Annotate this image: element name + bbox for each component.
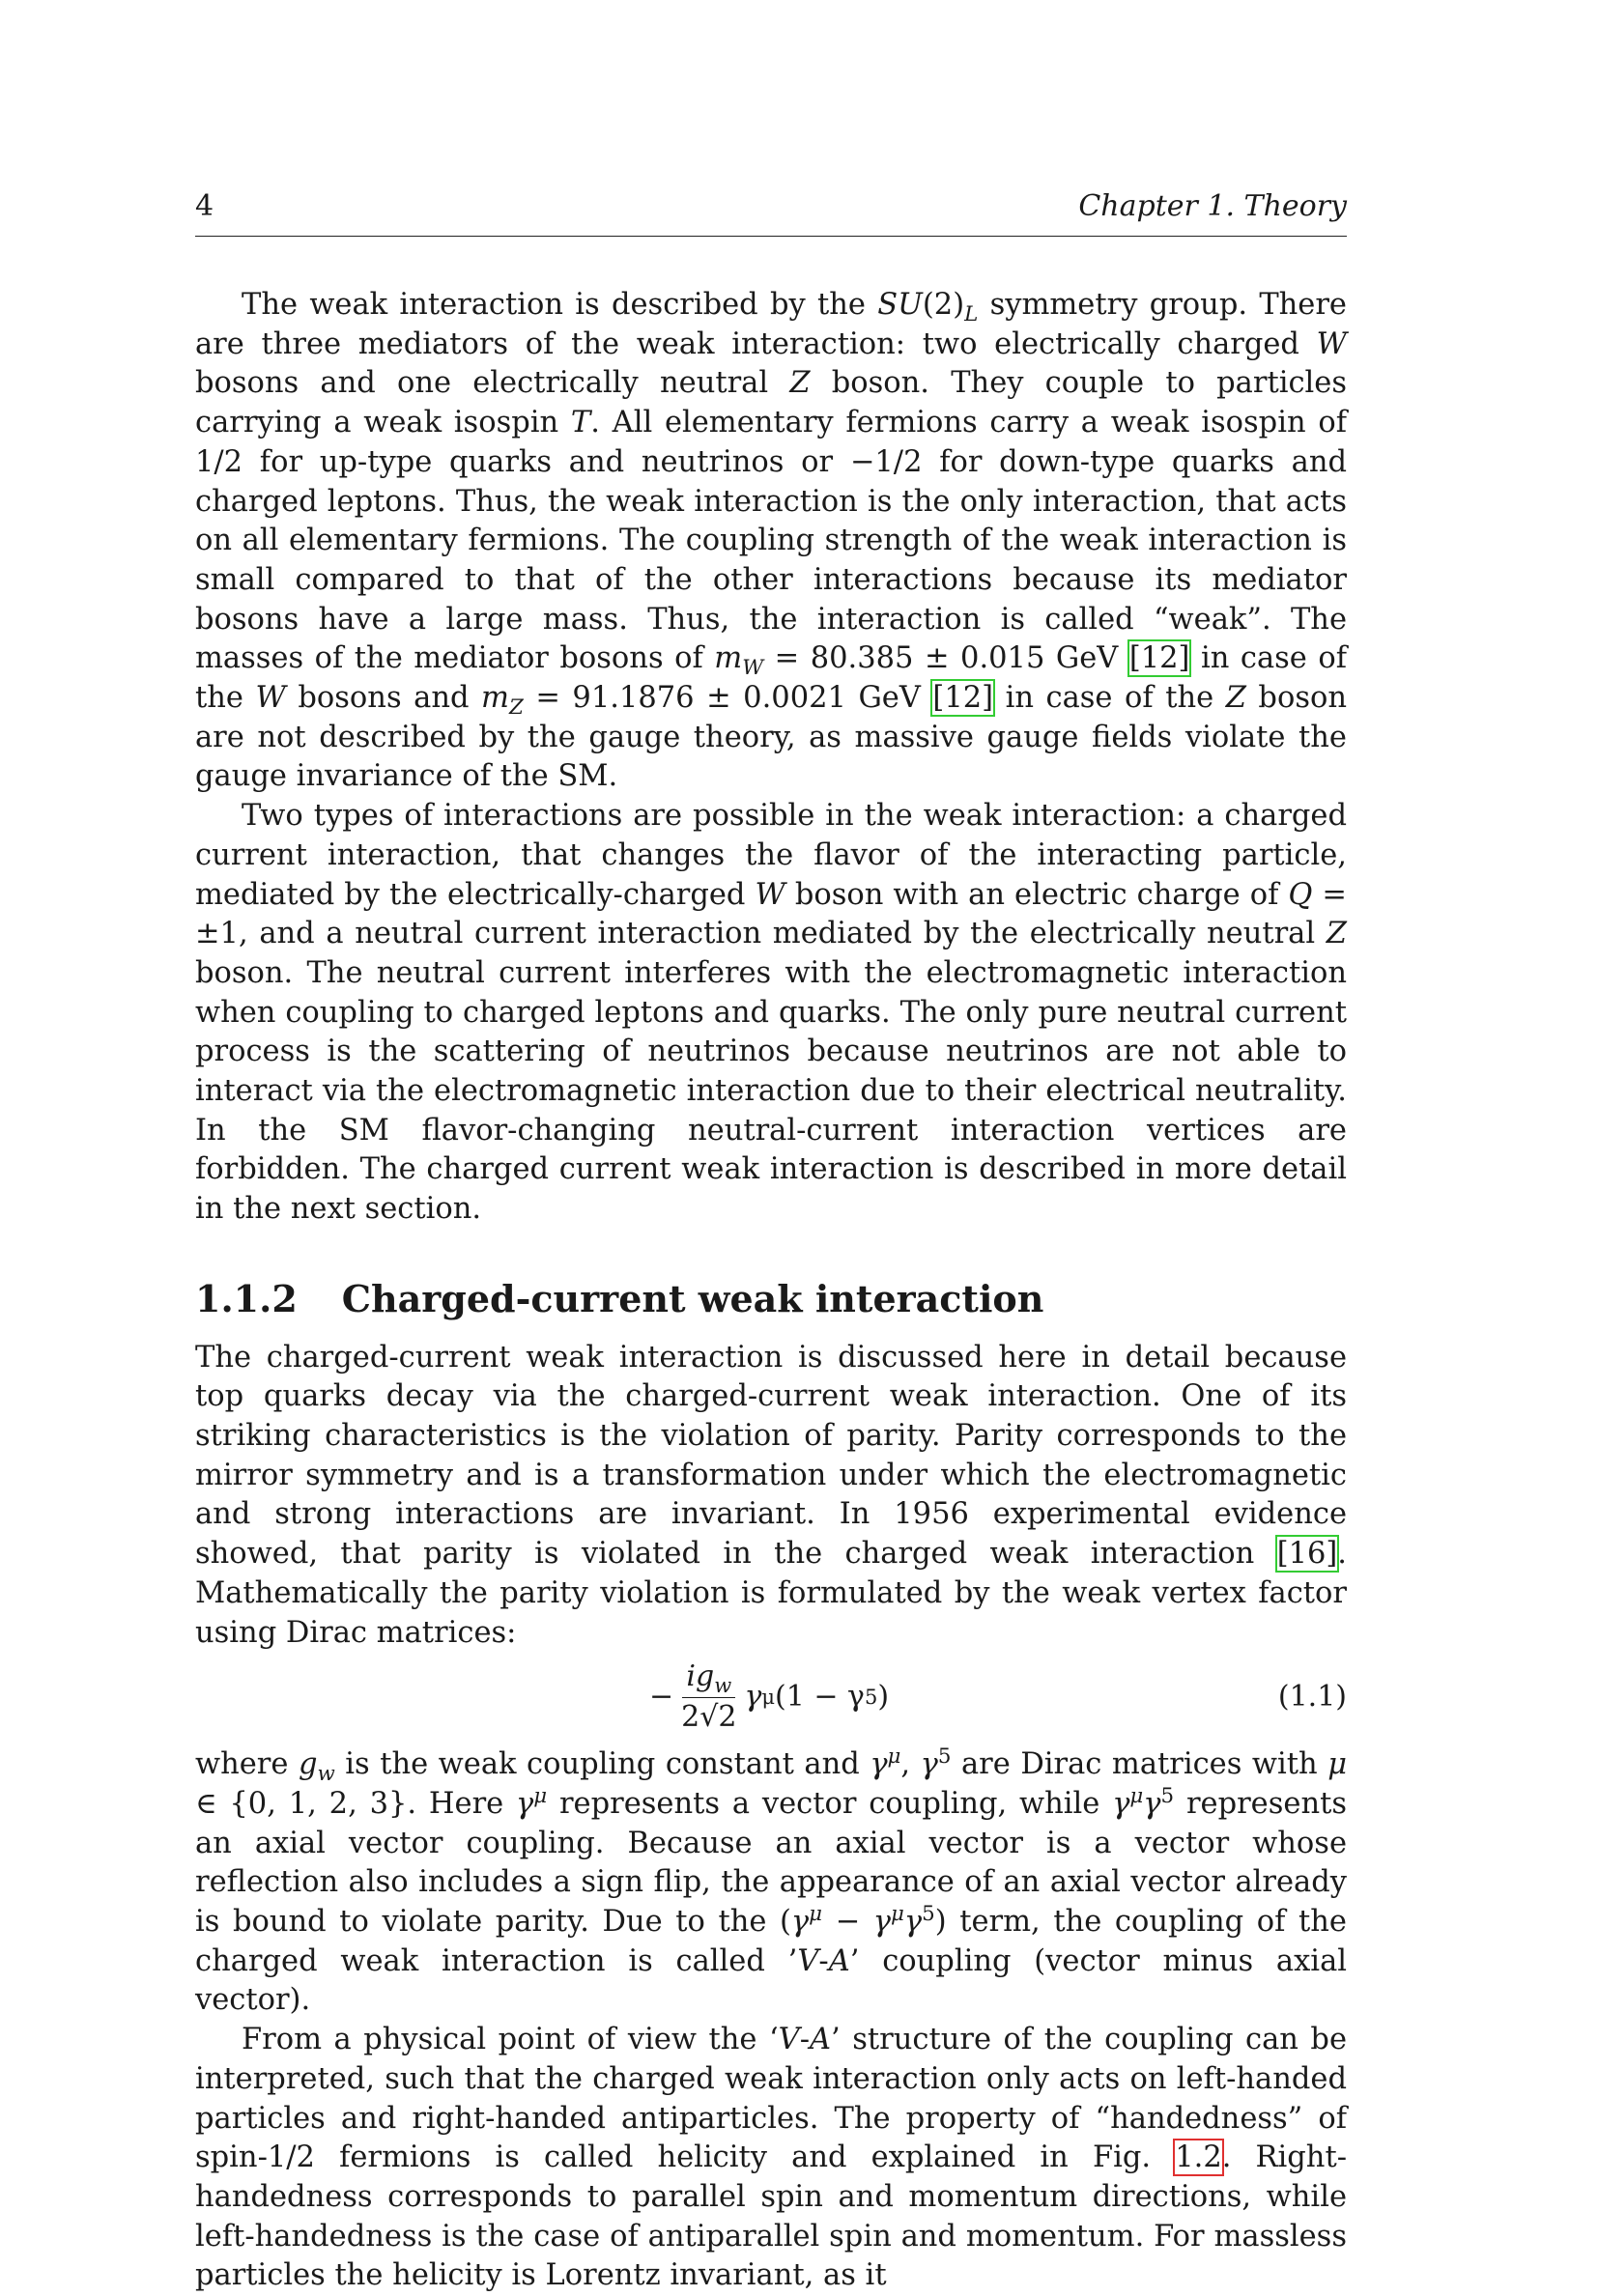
citation-link[interactable]: [12]: [932, 681, 994, 716]
equation-body: − $\frac{ig_w}{2√2}$ γ μ (1 − γ 5 ): [649, 1657, 889, 1738]
equation-1-1: [195, 1657, 1347, 1738]
section-heading: [195, 1276, 1347, 1320]
page-body: [195, 286, 1347, 2296]
citation-link[interactable]: [16]: [1276, 1537, 1338, 1572]
paragraph-dirac-matrices: where $g_w$ is the weak coupling constant and $\gamma^\mu$, $\gamma^5$ are Dirac matrices with μ ∈ {0, 1, 2, 3}. Here $\gamma^\mu$ represents a vector coupling, while $\gamma^\mu\gamma^5$ represents an axial vector coupling. Because an axial vector is a vector whose reflection also includes a sign flip, the appearance of an axial vector already is bound to violate parity. Due to the $(\gamma^\mu - \gamma^\mu\gamma^5)$ term, the coupling of the charged weak interaction is called ’V-A’ coupling (vector minus axial vector).: [195, 1744, 1348, 2018]
paragraph-helicity: From a physical point of view the ‘V-A’ structure of the coupling can be interpreted, such that the charged weak interaction only acts on left-handed particles and right-handed antiparticles. The property of “handedness” of spin-1/2 fermions is called helicity and explained in Fig. 1.2. Right-handedness corresponds to parallel spin and momentum directions, while left-handedness is the case of antiparallel spin and momentum. For massless particles the helicity is Lorentz invariant, as it: [195, 2023, 1348, 2293]
chapter-title: Chapter 1. Theory: [1078, 189, 1347, 223]
citation-link[interactable]: [12]: [1128, 641, 1190, 676]
page-number: 4: [195, 189, 214, 223]
figure-reference-link[interactable]: 1.2: [1175, 2140, 1222, 2175]
paragraph-weak-interaction: The weak interaction is described by the $SU(2)_L$ symmetry group. There are three mediators of the weak interaction: two electrically charged W bosons and one electrically neutral Z boson. They couple to particles carrying a weak isospin T. All elementary fermions carry a weak isospin of 1/2 for up-type quarks and neutrinos or −1/2 for down-type quarks and charged leptons. Thus, the weak interaction is the only interaction, that acts on all elementary fermions. The coupling strength of the weak interaction is small compared to that of the other interactions because its mediator bosons have a large mass. Thus, the interaction is called “weak”. The masses of the mediator bosons of $m_W = 80.385 \pm 0.015$ GeV [12] in case of the W bosons and $m_Z = 91.1876 \pm 0.0021$ GeV [12] in case of the Z boson are not described by the gauge theory, as massive gauge fields violate the gauge invariance of the SM.: [195, 288, 1347, 794]
running-header: [195, 189, 1347, 237]
section-title: Charged-current weak interaction: [341, 1276, 1044, 1320]
section-number: 1.1.2: [195, 1276, 298, 1320]
paragraph-charged-current: The charged-current weak interaction is discussed here in detail because top quarks decay via the charged-current weak interaction. One of its striking characteristics is the violation of parity. Parity corresponds to the mirror symmetry and is a transformation under which the electromagnetic and strong interactions are invariant. In 1956 experimental evidence showed, that parity is violated in the charged weak interaction [16]. Mathematically the parity violation is formulated by the weak vertex factor using Dirac matrices:: [195, 1340, 1347, 1650]
equation-number: (1.1): [1277, 1680, 1347, 1715]
fraction: $\frac{ig_w}{2√2}$: [681, 1659, 737, 1734]
paragraph-interaction-types: Two types of interactions are possible in the weak interaction: a charged current interaction, that changes the flavor of the interacting particle, mediated by the electrically-charged W boson with an electric charge of Q = ±1, and a neutral current interaction mediated by the electrically neutral Z boson. The neutral current interferes with the electromagnetic interaction when coupling to charged leptons and quarks. The only pure neutral current process is the scattering of neutrinos because neutrinos are not able to interact via the electromagnetic interaction due to their electrical neutrality. In the SM flavor-changing neutral-current interaction vertices are forbidden. The charged current weak interaction is described in more detail in the next section.: [195, 799, 1347, 1227]
